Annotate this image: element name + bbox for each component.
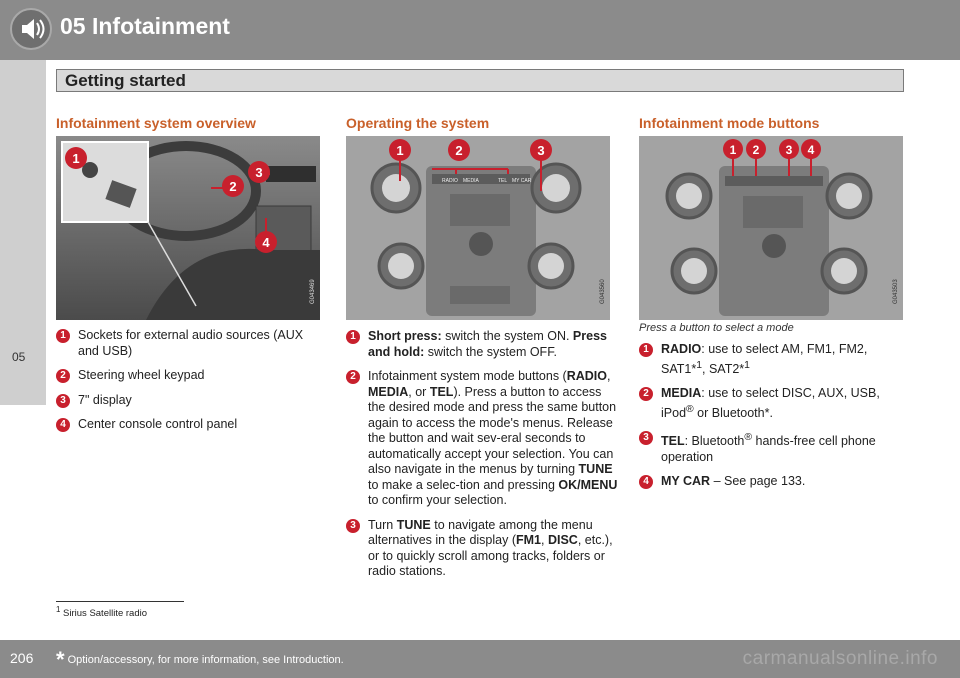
panel-label: MY CAR	[512, 178, 532, 184]
panel-label: RADIO	[442, 178, 458, 184]
list-item: 3 Turn TUNE to navigate among the menu alternatives in the display (FM1, DISC, etc.), or to quickly scroll among tracks, folders or radio stations.	[346, 518, 618, 580]
mode-buttons-photo	[639, 136, 903, 320]
list-item: 4 Center console control panel	[56, 417, 318, 433]
section-title: Getting started	[65, 71, 186, 90]
svg-text:3: 3	[537, 143, 545, 158]
image-caption: Press a button to select a mode	[639, 322, 794, 334]
image-code: G043503	[893, 279, 899, 304]
list-item: 1 Short press: switch the system ON. Press and hold: switch the system OFF.	[346, 329, 618, 360]
svg-text:2: 2	[455, 143, 463, 158]
operating-heading: Operating the system	[346, 115, 490, 131]
chapter-title: 05 Infotainment	[60, 13, 230, 39]
list-item: 3 7" display	[56, 393, 318, 409]
list-item: 1 RADIO: use to select AM, FM1, FM2, SAT1*$^1$, SAT2*$^1$	[639, 342, 901, 377]
chapter-header	[0, 0, 960, 60]
panel-label: TEL	[498, 178, 508, 184]
list-item: 2 Steering wheel keypad	[56, 368, 318, 384]
overview-heading: Infotainment system overview	[56, 115, 256, 131]
svg-text:4: 4	[262, 235, 270, 250]
svg-text:1: 1	[729, 143, 737, 157]
svg-text:3: 3	[785, 143, 793, 157]
speaker-icon	[10, 8, 52, 50]
list-item: 2 MEDIA: use to select DISC, AUX, USB, iPod® or Bluetooth*.	[639, 386, 901, 421]
svg-text:1: 1	[396, 143, 404, 158]
footnote: $^1$ Sirius Satellite radio	[56, 605, 148, 620]
section-bar	[56, 69, 904, 92]
image-code: G043469	[310, 279, 316, 304]
control-panel-photo	[346, 136, 610, 320]
list-item: 4 MY CAR – See page 133.	[639, 474, 901, 490]
image-code: G043560	[600, 279, 606, 304]
svg-text:1: 1	[72, 151, 80, 166]
page-footer	[0, 640, 960, 678]
operating-list	[346, 329, 618, 589]
svg-text:2: 2	[752, 143, 760, 157]
mode-buttons-heading: Infotainment mode buttons	[639, 115, 820, 131]
svg-text:4: 4	[807, 143, 815, 157]
panel-label: MEDIA	[463, 178, 479, 184]
page-number: 206	[10, 650, 34, 666]
mode-buttons-list	[639, 342, 901, 499]
side-chapter-number: 05	[12, 350, 26, 364]
footer-note: * Option/accessory, for more information, see Introduction.	[56, 647, 344, 672]
list-item: 2 Infotainment system mode buttons (RADIO, MEDIA, or TEL). Press a button to access the desired mode and press the same button again to access the mode's menus. Release the button and wait sev-eral seconds to automatically accept your selection. You can also navigate in the menus by turning TUNE to make a selec-tion and pressing OK/MENU to confirm your selection.	[346, 369, 618, 509]
list-item: 1 Sockets for external audio sources (AUX and USB)	[56, 328, 318, 359]
watermark: carmanualsonline.info	[742, 648, 938, 669]
overview-list	[56, 328, 318, 442]
list-item: 3 TEL: Bluetooth® hands-free cell phone operation	[639, 430, 901, 465]
svg-text:3: 3	[255, 165, 263, 180]
svg-text:2: 2	[229, 179, 237, 194]
footnote-divider	[56, 601, 184, 602]
dashboard-photo	[56, 136, 320, 320]
